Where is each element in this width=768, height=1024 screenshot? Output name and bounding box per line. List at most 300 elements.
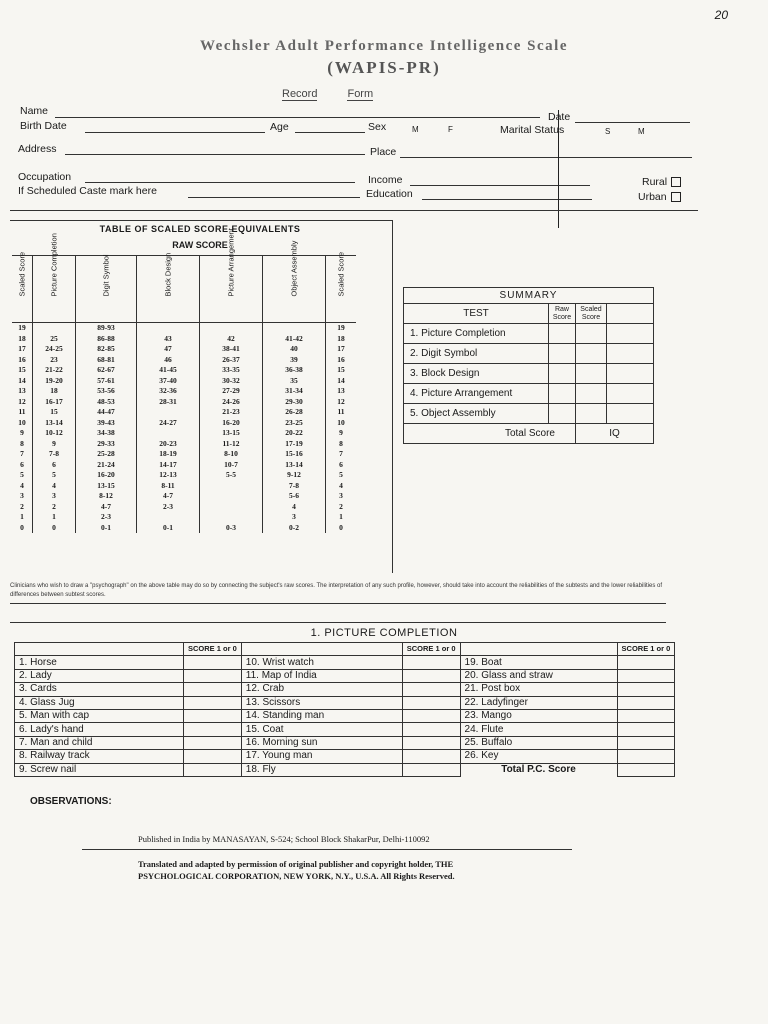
table-cell (137, 512, 200, 523)
age-label: Age (270, 121, 289, 133)
summary-row (404, 404, 654, 424)
table-cell: 4-7 (137, 491, 200, 502)
table-cell: 20-23 (137, 439, 200, 450)
scaled-table-header: Block Design (137, 256, 200, 323)
income-label: Income (368, 174, 403, 186)
summary-table (403, 287, 654, 444)
table-cell: 15-16 (263, 449, 326, 460)
score-cell[interactable] (402, 683, 460, 696)
table-cell: 21-24 (76, 460, 137, 471)
col-test: TEST (404, 304, 549, 324)
table-cell: 10 (18, 417, 26, 427)
publisher-divider (82, 849, 572, 850)
table-cell: 18-19 (137, 449, 200, 460)
marital-status-label: Marital Status (500, 124, 565, 136)
table-cell: 39 (263, 355, 326, 366)
table-cell: 9 (326, 428, 357, 439)
pc-item: 21. Post box (460, 683, 617, 696)
pc-header-blank (241, 643, 402, 656)
score-header: SCORE 1 or 0 (184, 643, 242, 656)
table-cell: 17 (18, 344, 26, 353)
table-cell: 13-15 (76, 481, 137, 492)
table-cell: 9 (20, 428, 24, 437)
pc-item: 8. Railway track (15, 750, 184, 763)
pc-item: 6. Lady's hand (15, 723, 184, 736)
pc-header-row (15, 643, 675, 656)
pc-item: 22. Ladyfinger (460, 696, 617, 709)
score-header: SCORE 1 or 0 (617, 643, 675, 656)
score-cell[interactable] (617, 696, 675, 709)
summary-row (404, 324, 654, 344)
table-cell: 8-10 (200, 449, 263, 460)
table-cell: 68-81 (76, 355, 137, 366)
rural-checkbox[interactable] (671, 177, 681, 187)
table-cell: 24-27 (137, 418, 200, 429)
score-cell[interactable] (617, 763, 675, 776)
summary-test-name: 5. Object Assembly (404, 404, 549, 424)
pc-item: 2. Lady (15, 669, 184, 682)
table-cell: 5-5 (200, 470, 263, 481)
table-cell: 0-1 (137, 523, 200, 534)
pc-row (15, 750, 675, 763)
score-cell[interactable] (576, 404, 607, 424)
table-cell: 27-29 (200, 386, 263, 397)
place-label: Place (370, 146, 397, 158)
total-pc-score-label: Total P.C. Score (501, 763, 576, 775)
table-cell: 0 (326, 523, 357, 534)
table-cell: 23 (33, 355, 76, 366)
pc-item: 14. Standing man (241, 709, 402, 722)
score-cell[interactable] (617, 736, 675, 749)
raw-score-label: RAW SCORE (172, 240, 228, 250)
table-cell: 24-25 (33, 344, 76, 355)
sex-m[interactable]: M (412, 125, 419, 134)
birth-date-field[interactable] (85, 132, 265, 133)
pc-item: 24. Flute (460, 723, 617, 736)
table-cell: 11 (18, 407, 26, 416)
table-cell: 57-61 (76, 376, 137, 387)
summary-test-name: 1. Picture Completion (404, 324, 549, 344)
table-cell (137, 323, 200, 334)
table-cell: 21-23 (200, 407, 263, 418)
table-cell: 13-15 (200, 428, 263, 439)
table-cell: 12-13 (137, 470, 200, 481)
table-cell: 86-88 (76, 334, 137, 345)
score-cell[interactable] (184, 669, 242, 682)
table-cell: 2 (20, 501, 24, 511)
table-cell (137, 407, 200, 418)
score-cell[interactable] (607, 384, 654, 404)
table-cell: 7 (326, 449, 357, 460)
occupation-field[interactable] (85, 182, 355, 183)
note-divider (10, 603, 666, 604)
pc-item: 15. Coat (241, 723, 402, 736)
table-cell: 0-2 (263, 523, 326, 534)
date-field[interactable] (575, 122, 690, 123)
scaled-table-header: Object Assembly (263, 256, 326, 323)
psychograph-note: Clinicians who wish to draw a "psychograph" on the above table may do so by connecting the subject's raw scores. The interpretation of any such profile, however, should take into account the reliabilities of the subtests and the lower reliabilities of differences between subtest scores. (10, 583, 662, 598)
table-cell: 0 (33, 523, 76, 534)
table-row (12, 428, 356, 439)
marital-m[interactable]: M (638, 127, 645, 136)
table-row (12, 523, 356, 534)
scaled-table-header: Scaled Score (12, 256, 33, 323)
table-cell: 4-7 (76, 502, 137, 513)
place-field[interactable] (400, 157, 692, 158)
table-cell: 32-36 (137, 386, 200, 397)
score-cell[interactable] (184, 723, 242, 736)
name-label: Name (20, 105, 49, 117)
score-cell[interactable] (402, 656, 460, 669)
scaled-table-header: Scaled Score (326, 256, 357, 323)
pc-item: 17. Young man (241, 750, 402, 763)
table-cell: 12 (326, 397, 357, 408)
score-cell[interactable] (184, 656, 242, 669)
table-cell: 40 (263, 344, 326, 355)
table-cell: 42 (200, 334, 263, 345)
score-cell[interactable] (576, 324, 607, 344)
copyright (138, 858, 455, 882)
table-cell: 33-35 (200, 365, 263, 376)
score-cell[interactable] (549, 324, 576, 344)
table-cell: 2-3 (76, 512, 137, 523)
scaled-table-header: Picture Arrangement (200, 256, 263, 323)
table-cell: 3 (263, 512, 326, 523)
table-cell: 44-47 (76, 407, 137, 418)
score-cell[interactable] (549, 384, 576, 404)
iq-label: IQ (576, 424, 654, 444)
score-cell[interactable] (184, 696, 242, 709)
table-cell: 19 (18, 323, 26, 332)
table-row (12, 418, 356, 429)
name-field[interactable] (55, 117, 540, 118)
table-cell: 35 (263, 376, 326, 387)
education-label: Education (366, 188, 413, 200)
pc-row (15, 669, 675, 682)
table-cell (263, 323, 326, 334)
table-cell (200, 512, 263, 523)
age-field[interactable] (295, 132, 365, 133)
summary-row (404, 364, 654, 384)
score-cell[interactable] (617, 656, 675, 669)
table-cell: 1 (33, 512, 76, 523)
pc-item: 4. Glass Jug (15, 696, 184, 709)
score-cell[interactable] (607, 344, 654, 364)
score-cell[interactable] (617, 709, 675, 722)
table-row (12, 355, 356, 366)
table-cell: 18 (33, 386, 76, 397)
table-cell (200, 481, 263, 492)
table-cell: 8-11 (137, 481, 200, 492)
table-row (12, 397, 356, 408)
table-row (12, 365, 356, 376)
score-cell[interactable] (402, 723, 460, 736)
table-row (12, 491, 356, 502)
copyright-line-1: Translated and adapted by permission of original publisher and copyright holder, THE (138, 859, 454, 869)
pc-row (15, 736, 675, 749)
table-cell: 0 (20, 522, 24, 532)
table-cell: 30-32 (200, 376, 263, 387)
summary-title: SUMMARY (404, 288, 654, 304)
score-cell[interactable] (184, 750, 242, 763)
pc-item: 5. Man with cap (15, 709, 184, 722)
table-cell: 16-20 (200, 418, 263, 429)
score-cell[interactable] (402, 696, 460, 709)
record-form-label (282, 88, 403, 101)
table-cell: 11 (326, 407, 357, 418)
table-cell: 5 (33, 470, 76, 481)
score-cell[interactable] (402, 709, 460, 722)
score-header: SCORE 1 or 0 (402, 643, 460, 656)
table-row (12, 334, 356, 345)
table-cell: 7-8 (263, 481, 326, 492)
table-cell: 5 (326, 470, 357, 481)
pc-item: 3. Cards (15, 683, 184, 696)
table-cell (137, 428, 200, 439)
table-cell: 26-37 (200, 355, 263, 366)
table-cell: 6 (33, 460, 76, 471)
table-row (12, 323, 356, 334)
table-cell: 13-14 (263, 460, 326, 471)
col-raw: Raw Score (549, 304, 576, 324)
table-cell: 14 (326, 376, 357, 387)
section-divider (10, 622, 666, 623)
table-cell: 19 (326, 323, 357, 334)
table-cell (200, 502, 263, 513)
education-field[interactable] (422, 199, 592, 200)
table-row (12, 439, 356, 450)
table-cell: 89-93 (76, 323, 137, 334)
date-label: Date (548, 111, 571, 123)
col-scaled: Scaled Score (576, 304, 607, 324)
table-cell: 9-12 (263, 470, 326, 481)
table-cell: 2-3 (137, 502, 200, 513)
sex-f[interactable]: F (448, 125, 453, 134)
record-label: Record (282, 88, 318, 100)
table-cell: 3 (20, 491, 24, 500)
table-cell (200, 323, 263, 334)
table-cell: 5 (20, 470, 24, 479)
summary-test-name: 2. Digit Symbol (404, 344, 549, 364)
pc-row (15, 683, 675, 696)
table-cell: 15 (18, 365, 26, 374)
summary-row (404, 384, 654, 404)
table-cell: 4 (263, 502, 326, 513)
table-cell: 38-41 (200, 344, 263, 355)
summary-test-name: 3. Block Design (404, 364, 549, 384)
score-cell[interactable] (607, 324, 654, 344)
table-cell: 19-20 (33, 376, 76, 387)
income-field[interactable] (410, 185, 590, 186)
table-cell: 13-14 (33, 418, 76, 429)
caste-label: If Scheduled Caste mark here (18, 185, 157, 197)
score-cell[interactable] (549, 364, 576, 384)
score-cell[interactable] (576, 384, 607, 404)
publisher-line: Published in India by MANASAYAN, S-524; School Block ShakarPur, Delhi-110092 (138, 834, 430, 844)
pc-item: 20. Glass and straw (460, 669, 617, 682)
table-cell: 5-6 (263, 491, 326, 502)
observations-label: OBSERVATIONS: (30, 796, 112, 807)
table-row (12, 470, 356, 481)
score-cell[interactable] (402, 669, 460, 682)
pc-item: 9. Screw nail (15, 763, 184, 776)
pc-item: 26. Key (460, 750, 617, 763)
pc-item: 1. Horse (15, 656, 184, 669)
table-cell: 36-38 (263, 365, 326, 376)
table-cell: 48-53 (76, 397, 137, 408)
score-cell[interactable] (549, 344, 576, 364)
table-cell: 41-45 (137, 365, 200, 376)
table-cell: 13 (326, 386, 357, 397)
table-cell: 0-1 (76, 523, 137, 534)
table-row (12, 376, 356, 387)
table-cell: 16 (18, 354, 26, 364)
table-cell: 9 (33, 439, 76, 450)
table-cell: 6 (20, 459, 24, 469)
table-cell: 21-22 (33, 365, 76, 376)
urban-checkbox[interactable] (671, 192, 681, 202)
table-cell: 39-43 (76, 418, 137, 429)
score-cell[interactable] (402, 750, 460, 763)
score-cell[interactable] (617, 669, 675, 682)
table-cell: 15 (33, 407, 76, 418)
score-cell[interactable] (576, 344, 607, 364)
score-cell[interactable] (607, 404, 654, 424)
table-cell: 25-28 (76, 449, 137, 460)
scaled-table-header: Picture Completion (33, 256, 76, 323)
table-cell: 2 (33, 502, 76, 513)
table-cell: 3 (326, 491, 357, 502)
table-cell: 24-26 (200, 397, 263, 408)
table-cell: 1 (326, 512, 357, 523)
table-cell (33, 323, 76, 334)
pc-item: 18. Fly (241, 763, 402, 776)
address-field[interactable] (65, 154, 365, 155)
score-cell[interactable] (184, 709, 242, 722)
pc-item: 12. Crab (241, 683, 402, 696)
summary-row (404, 344, 654, 364)
table-row (12, 449, 356, 460)
table-row (12, 502, 356, 513)
score-cell[interactable] (184, 736, 242, 749)
table-cell: 8 (20, 438, 24, 448)
table-cell: 15 (326, 365, 357, 376)
table-row (12, 481, 356, 492)
table-cell: 28-31 (137, 397, 200, 408)
table-row (12, 407, 356, 418)
col-extra (607, 304, 654, 324)
pc-row (15, 696, 675, 709)
table-cell: 17-19 (263, 439, 326, 450)
table-cell: 31-34 (263, 386, 326, 397)
table-cell: 34-38 (76, 428, 137, 439)
table-cell: 0-3 (200, 523, 263, 534)
pc-header-blank (15, 643, 184, 656)
score-cell[interactable] (549, 404, 576, 424)
score-cell[interactable] (184, 763, 242, 776)
page-number: 20 (714, 8, 728, 22)
table-cell: 4 (20, 480, 24, 490)
table-cell: 16-20 (76, 470, 137, 481)
table-cell: 10-7 (200, 460, 263, 471)
table-cell: 25 (33, 334, 76, 345)
table-cell: 10-12 (33, 428, 76, 439)
pc-header-blank (460, 643, 617, 656)
form-label: Form (347, 88, 374, 100)
occupation-label: Occupation (18, 171, 72, 183)
caste-field[interactable] (188, 197, 360, 198)
table-row (12, 344, 356, 355)
table-cell (200, 491, 263, 502)
table-cell: 8-12 (76, 491, 137, 502)
pc-item: 25. Buffalo (460, 736, 617, 749)
marital-s[interactable]: S (605, 127, 611, 136)
pc-item: 23. Mango (460, 709, 617, 722)
score-cell[interactable] (617, 683, 675, 696)
table-cell: 18 (18, 333, 26, 343)
header-divider (10, 210, 698, 211)
score-cell[interactable] (402, 763, 460, 776)
pc-row (15, 723, 675, 736)
table-cell: 62-67 (76, 365, 137, 376)
table-cell: 2 (326, 502, 357, 513)
pc-item: 19. Boat (460, 656, 617, 669)
pc-row (15, 709, 675, 722)
form-title: Wechsler Adult Performance Intelligence Scale (200, 38, 568, 54)
score-cell[interactable] (402, 736, 460, 749)
sex-label: Sex (368, 121, 387, 133)
pc-row (15, 763, 675, 776)
table-cell: 20-22 (263, 428, 326, 439)
table-cell: 16-17 (33, 397, 76, 408)
table-cell: 82-85 (76, 344, 137, 355)
table-cell: 47 (137, 344, 200, 355)
table-cell: 41-42 (263, 334, 326, 345)
scaled-table-header: Digit Symbol (76, 256, 137, 323)
scaled-table-title: TABLE OF SCALED SCORE EQUIVALENTS (99, 224, 301, 234)
birth-date-label: Birth Date (20, 120, 67, 132)
score-cell[interactable] (617, 750, 675, 763)
table-row (12, 460, 356, 471)
score-cell[interactable] (617, 723, 675, 736)
picture-completion-table (14, 642, 675, 777)
table-cell: 29-33 (76, 439, 137, 450)
table-cell: 37-40 (137, 376, 200, 387)
table-cell: 29-30 (263, 397, 326, 408)
table-cell: 10 (326, 418, 357, 429)
table-cell: 11-12 (200, 439, 263, 450)
pc-item: 7. Man and child (15, 736, 184, 749)
table-cell: 8 (326, 439, 357, 450)
table-cell: 14 (18, 375, 26, 385)
table-cell: 7 (20, 449, 24, 458)
table-cell: 16 (326, 355, 357, 366)
table-cell: 53-56 (76, 386, 137, 397)
table-row (12, 386, 356, 397)
table-cell: 18 (326, 334, 357, 345)
form-subtitle: (WAPIS-PR) (327, 58, 441, 77)
pc-row (15, 656, 675, 669)
table-cell: 26-28 (263, 407, 326, 418)
pc-item: 11. Map of India (241, 669, 402, 682)
table-cell: 23-25 (263, 418, 326, 429)
table-cell: 13 (18, 386, 26, 395)
score-cell[interactable] (607, 364, 654, 384)
table-cell: 4 (33, 481, 76, 492)
score-cell[interactable] (184, 683, 242, 696)
pc-item: 10. Wrist watch (241, 656, 402, 669)
score-cell[interactable] (576, 364, 607, 384)
